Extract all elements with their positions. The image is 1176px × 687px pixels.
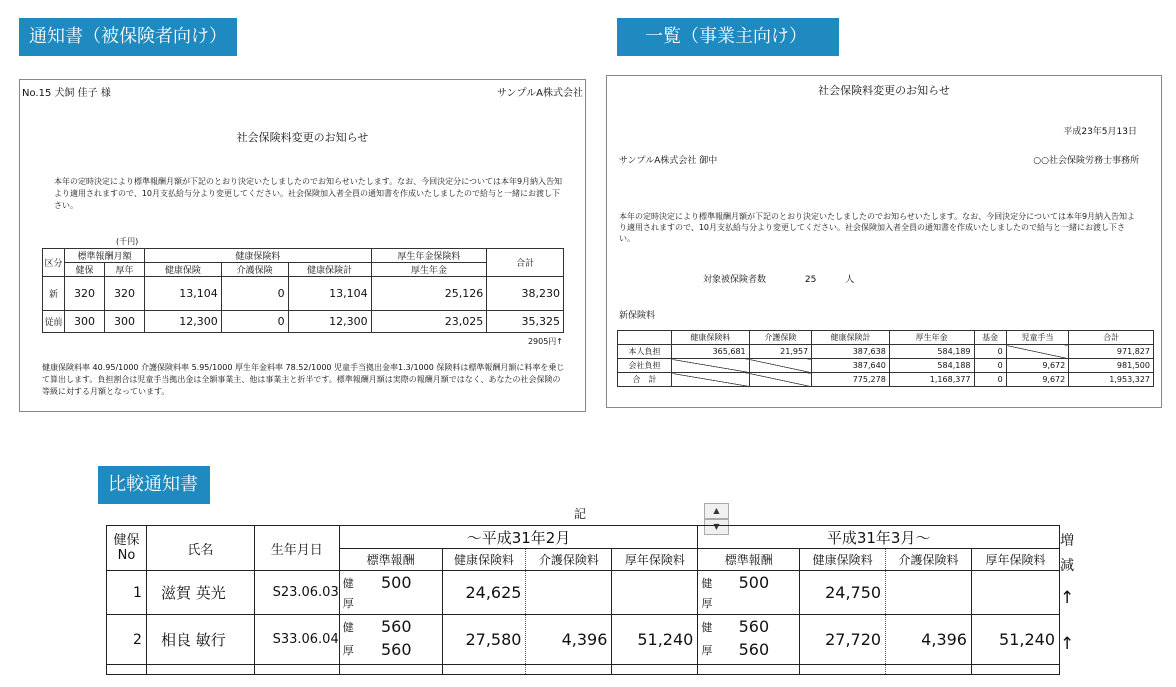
section-label: 新保険料 [619, 311, 656, 321]
decrease-label: 減 [1060, 558, 1074, 574]
list-tag: 一覧（事業主向け） [617, 18, 839, 56]
col-kounen: 厚年 [105, 263, 145, 277]
kou-mark: 厚 [342, 644, 354, 657]
col-kikin: 基金 [974, 331, 1006, 345]
notice-footnote: 健康保険料率 40.95/1000 介護保険料率 5.95/1000 厚生年金料率 78.52/1000 児童手当拠出金率1.3/1000 保険料は標準報酬月額に料率を乗じて算出します。負担割合は児童手当拠出金は全額事業主、他は事業主と折半です。標準報酬月額は実際の報酬月額ではなく、あなたの社会保険の等級に対する月額となっています。 [42, 363, 565, 396]
cell [672, 359, 750, 373]
increase-label: 増 [1060, 533, 1074, 549]
cell-kaigo: 4,396 [526, 615, 612, 665]
table-row [618, 359, 1154, 373]
col-after: 平成31年3月～ [698, 526, 1060, 549]
col-pension: 厚生年金保険料 [371, 249, 487, 263]
col-kousei: 厚年保険料 [971, 549, 1059, 571]
ken-mark: 健 [701, 621, 713, 634]
ken-mark: 健 [701, 577, 713, 590]
count-unit: 人 [845, 275, 855, 285]
col-kaigo: 介護保険 [749, 331, 812, 345]
col-total: 合計 [487, 249, 564, 277]
arrow-up-icon: ↑ [1060, 588, 1075, 608]
cell-kenkokei: 13,104 [288, 277, 371, 311]
cell-kousei [971, 571, 1059, 615]
kou-value: 560 [738, 640, 770, 659]
cell: 584,188 [889, 359, 974, 373]
recipient-name: No.15 犬飼 佳子 様 [22, 88, 111, 99]
cell-kubun: 新 [43, 277, 65, 311]
kou-mark: 厚 [701, 644, 713, 657]
cell-total: 38,230 [487, 277, 564, 311]
count-label: 対象被保険者数 [703, 275, 767, 285]
col-kenko: 健康保険料 [442, 549, 526, 571]
ken-value: 500 [380, 573, 412, 592]
col-kenpo: 健保 [65, 263, 105, 277]
cell: 1,168,377 [889, 373, 974, 387]
cell: 365,681 [672, 345, 750, 359]
col-kaigo: 介護保険料 [526, 549, 612, 571]
cell-kenko: 27,580 [442, 615, 526, 665]
cell: 0 [974, 345, 1006, 359]
cell: 0 [974, 359, 1006, 373]
col-name: 氏名 [146, 526, 254, 571]
kou-mark: 厚 [342, 597, 354, 610]
cell-kaigo: 0 [221, 311, 288, 333]
unit-label: (千円) [116, 237, 139, 246]
table-row [107, 615, 1060, 665]
list-body: 本年の定時決定により標準報酬月額が下記のとおり決定いたしましたのでお知らせいたします。なお、今回決定分については本年9月納入告知より適用されますので、10月支払給与分より変更してください。社会保険加入者全員の通知書を作成いたしましたので給与と一緒にお渡し下さい。 [619, 212, 1136, 243]
col-birth: 生年月日 [254, 526, 339, 571]
row-label: 合 計 [618, 373, 672, 387]
cell-kaigo: 0 [221, 277, 288, 311]
table-row [43, 311, 564, 333]
cell-kubun: 従前 [43, 311, 65, 333]
col-kenko: 健康保険 [145, 263, 222, 277]
col-kaigo: 介護保険 [221, 263, 288, 277]
cell [749, 359, 812, 373]
col-kenko: 健康保険料 [672, 331, 750, 345]
table-row [43, 277, 564, 311]
notice-body: 本年の定時決定により標準報酬月額が下記のとおり決定いたしましたのでお知らせいたします。なお、今回決定分については本年9月納入告知より適用されますので、10月支払給与分より変更してください。社会保険加入者全員の通知書を作成いたしましたので給与と一緒にお渡し下さい。 [54, 177, 563, 210]
difference-amount: 2905円↑ [527, 337, 563, 346]
list-title: 社会保険料変更のお知らせ [818, 84, 950, 97]
cell: 971,827 [1069, 345, 1154, 359]
table-row [107, 571, 1060, 615]
arrow-up-icon: ↑ [1060, 634, 1075, 654]
cell-kenko: 24,750 [800, 571, 886, 615]
cell-no: 1 [107, 571, 147, 615]
col-nenkin: 厚生年金 [889, 331, 974, 345]
cell-no: 2 [107, 615, 147, 665]
notice-document [19, 79, 586, 412]
cell-name: 滋賀 英光 [146, 571, 254, 615]
cell-std [339, 615, 442, 665]
cell-kenko: 12,300 [145, 311, 222, 333]
spin-up-button[interactable]: ▲ [704, 503, 729, 519]
cell [672, 373, 750, 387]
col-jido: 児童手当 [1006, 331, 1069, 345]
col-kenkokei: 健康保険計 [812, 331, 890, 345]
cell-std [339, 571, 442, 615]
ken-value: 500 [738, 573, 770, 592]
col-blank [618, 331, 672, 345]
cell: 387,638 [812, 345, 890, 359]
col-total: 合計 [1069, 331, 1154, 345]
spin-down-button[interactable]: ▼ [704, 519, 729, 535]
cell: 584,189 [889, 345, 974, 359]
cell-name: 相良 敏行 [146, 615, 254, 665]
cell-kaigo: 4,396 [886, 615, 972, 665]
cell: 21,957 [749, 345, 812, 359]
cell [749, 373, 812, 387]
cell-std [698, 615, 800, 665]
cell-birth: S33.06.04 [254, 615, 339, 665]
cell-kenko: 13,104 [145, 277, 222, 311]
col-kouseinenkin: 厚生年金 [371, 263, 487, 277]
cell-kenkokei: 12,300 [288, 311, 371, 333]
cell-kenpo: 320 [65, 277, 105, 311]
row-label: 会社負担 [618, 359, 672, 373]
col-kousei: 厚年保険料 [612, 549, 698, 571]
ken-mark: 健 [342, 621, 354, 634]
cell-total: 35,325 [487, 311, 564, 333]
issue-date: 平成23年5月13日 [1063, 127, 1137, 137]
list-table [617, 330, 1154, 387]
cell: 9,672 [1006, 373, 1069, 387]
cell-kousei: 51,240 [612, 615, 698, 665]
cell-kenpo: 300 [65, 311, 105, 333]
col-kaigo: 介護保険料 [886, 549, 972, 571]
col-kenko: 健康保険料 [800, 549, 886, 571]
ken-mark: 健 [342, 577, 354, 590]
company-name: サンプルA株式会社 [497, 88, 583, 99]
notice-table [42, 248, 564, 333]
cell: 0 [974, 373, 1006, 387]
cell: 9,672 [1006, 359, 1069, 373]
col-kenkokei: 健康保険計 [288, 263, 371, 277]
cell: 981,500 [1069, 359, 1154, 373]
cell-kenko: 27,720 [800, 615, 886, 665]
sender: ○○社会保険労務士事務所 [1033, 156, 1139, 166]
kigo-label: 記 [574, 507, 587, 521]
cell-kaigo [526, 571, 612, 615]
table-row [618, 373, 1154, 387]
col-no: 健保No [107, 526, 147, 571]
ken-value: 560 [738, 617, 770, 636]
cell-kousei: 51,240 [971, 615, 1059, 665]
col-before: ～平成31年2月 [339, 526, 698, 549]
cell-kaigo [886, 571, 972, 615]
col-health: 健康保険料 [145, 249, 372, 263]
cell [1006, 345, 1069, 359]
cell-birth: S23.06.03 [254, 571, 339, 615]
ken-value: 560 [380, 617, 412, 636]
addressee: サンプルA株式会社 御中 [619, 156, 718, 166]
cell-kousei [612, 571, 698, 615]
cell-kounen: 320 [105, 277, 145, 311]
cell: 387,640 [812, 359, 890, 373]
col-std: 標準報酬 [698, 549, 800, 571]
col-kubun: 区分 [43, 249, 65, 277]
col-std: 標準報酬月額 [65, 249, 145, 263]
col-std: 標準報酬 [339, 549, 442, 571]
kou-value: 560 [380, 640, 412, 659]
cell-kenko: 24,625 [442, 571, 526, 615]
cell-nenkin: 23,025 [371, 311, 487, 333]
cell-std [698, 571, 800, 615]
compare-table [106, 525, 1060, 675]
list-document [606, 75, 1162, 408]
insured-count [703, 272, 854, 285]
kou-mark: 厚 [701, 597, 713, 610]
cell-kounen: 300 [105, 311, 145, 333]
notice-tag: 通知書（被保険者向け） [19, 18, 237, 56]
cell: 1,953,327 [1069, 373, 1154, 387]
table-row [618, 345, 1154, 359]
cell-nenkin: 25,126 [371, 277, 487, 311]
cell: 775,278 [812, 373, 890, 387]
count-value: 25 [804, 275, 817, 285]
compare-tag: 比較通知書 [98, 466, 210, 504]
notice-title: 社会保険料変更のお知らせ [236, 131, 369, 144]
row-label: 本人負担 [618, 345, 672, 359]
